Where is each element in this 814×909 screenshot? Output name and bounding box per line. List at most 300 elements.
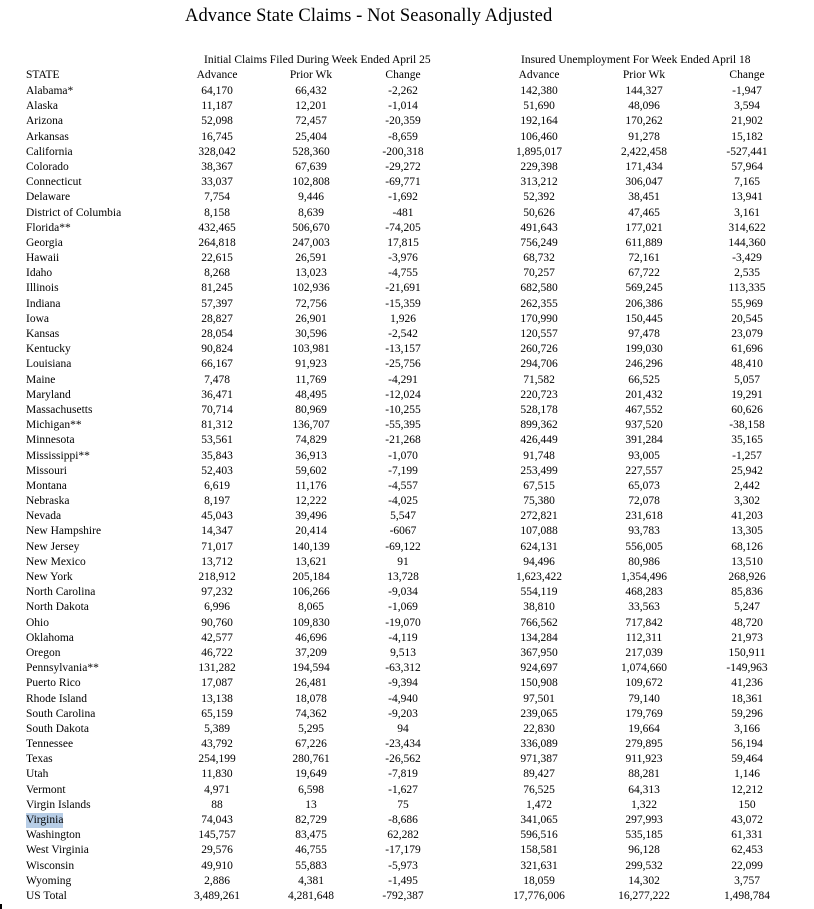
insured-advance-cell: 971,387 (520, 753, 558, 766)
table-row (0, 130, 814, 145)
header-insured-change: Change (729, 69, 765, 81)
insured-change-cell: 59,464 (731, 753, 763, 766)
initial-prior-wk-cell: 5,295 (298, 722, 324, 735)
header-initial-prior-wk: Prior Wk (289, 69, 333, 81)
initial-advance-cell: 432,465 (198, 221, 236, 234)
initial-prior-wk-cell: 26,901 (295, 312, 327, 325)
table-row (0, 692, 814, 707)
insured-change-cell: 2,535 (734, 267, 760, 280)
insured-change-cell: -1,947 (732, 85, 762, 97)
insured-prior-wk-cell: 88,281 (628, 768, 660, 781)
insured-change-cell: 61,696 (731, 343, 763, 356)
initial-advance-cell: 74,043 (201, 814, 233, 826)
initial-prior-wk-cell: 67,226 (295, 738, 327, 751)
insured-advance-cell: 89,427 (523, 768, 555, 781)
insured-change-cell: 5,247 (734, 601, 760, 614)
initial-change-cell: -3,976 (388, 252, 418, 265)
initial-prior-wk-cell: 25,404 (295, 130, 327, 143)
initial-prior-wk-cell: 74,362 (295, 707, 327, 720)
initial-advance-cell: 38,367 (201, 160, 233, 173)
insured-prior-wk-cell: 144,327 (625, 85, 663, 97)
insured-prior-wk-cell: 48,096 (628, 100, 660, 113)
state-cell: Arkansas (26, 130, 69, 143)
insured-advance-cell: 52,392 (523, 191, 555, 204)
initial-advance-cell: 8,197 (204, 495, 230, 508)
insured-advance-cell: 134,284 (520, 631, 558, 644)
initial-advance-cell: 16,745 (201, 130, 233, 143)
insured-advance-cell: 94,496 (523, 555, 555, 568)
insured-prior-wk-cell: 246,296 (625, 358, 663, 371)
insured-change-cell: -149,963 (726, 662, 768, 675)
initial-change-cell: -8,686 (388, 814, 418, 826)
insured-change-cell: 7,165 (734, 176, 760, 189)
insured-change-cell: 60,626 (731, 403, 763, 416)
table-row (0, 585, 814, 600)
initial-change-cell: -4,557 (388, 479, 418, 492)
header-state: STATE (26, 69, 60, 81)
initial-advance-cell: 2,886 (204, 874, 230, 887)
initial-prior-wk-cell: 72,756 (295, 297, 327, 310)
initial-advance-cell: 97,232 (201, 586, 233, 599)
insured-prior-wk-cell: 93,783 (628, 525, 660, 538)
insured-change-cell: 61,331 (731, 829, 763, 842)
state-cell: Hawaii (26, 252, 60, 265)
initial-advance-cell: 28,054 (201, 328, 233, 340)
state-cell: New York (26, 571, 73, 583)
insured-change-cell: 3,302 (734, 495, 760, 508)
insured-prior-wk-cell: 97,478 (628, 328, 660, 340)
state-cell: Montana (26, 479, 67, 492)
state-cell: Idaho (26, 267, 53, 280)
insured-advance-cell: 426,449 (520, 434, 558, 447)
table-row (0, 767, 814, 782)
insured-advance-cell: 294,706 (520, 358, 558, 371)
initial-change-cell: 75 (397, 798, 409, 811)
initial-prior-wk-cell: 82,729 (295, 814, 327, 826)
initial-change-cell: -69,122 (385, 540, 421, 553)
initial-prior-wk-cell: 20,414 (295, 525, 327, 538)
insured-advance-cell: 766,562 (520, 616, 558, 629)
state-cell: Wyoming (26, 874, 72, 887)
state-cell: Kansas (26, 328, 60, 340)
initial-advance-cell: 88 (211, 798, 223, 811)
insured-unemployment-group-header: Insured Unemployment For Week Ended April 18 (521, 54, 751, 66)
insured-change-cell: 3,594 (734, 100, 760, 113)
insured-prior-wk-cell: 14,302 (628, 874, 660, 887)
insured-prior-wk-cell: 150,445 (625, 312, 663, 325)
initial-prior-wk-cell: 26,481 (295, 677, 327, 690)
insured-prior-wk-cell: 227,557 (625, 464, 663, 477)
header-initial-change: Change (385, 69, 421, 81)
insured-prior-wk-cell: 911,923 (625, 753, 663, 766)
initial-prior-wk-cell: 11,176 (295, 479, 327, 492)
initial-advance-cell: 8,158 (204, 206, 230, 219)
initial-advance-cell: 43,792 (201, 738, 233, 751)
table-row (0, 752, 814, 767)
insured-advance-cell: 624,131 (520, 540, 558, 553)
initial-change-cell: 62,282 (387, 829, 419, 842)
table-row (0, 889, 814, 904)
initial-change-cell: -7,199 (388, 464, 418, 477)
insured-advance-cell: 158,581 (520, 844, 558, 857)
insured-prior-wk-cell: 199,030 (625, 343, 663, 356)
initial-prior-wk-cell: 109,830 (292, 616, 330, 629)
insured-advance-cell: 253,499 (520, 464, 558, 477)
initial-advance-cell: 52,098 (201, 115, 233, 128)
initial-advance-cell: 70,714 (201, 403, 233, 416)
initial-prior-wk-cell: 74,829 (295, 434, 327, 447)
insured-advance-cell: 229,398 (520, 160, 558, 173)
initial-change-cell: -2,262 (388, 85, 418, 97)
insured-change-cell: 19,291 (731, 388, 763, 401)
table-row (0, 84, 814, 99)
insured-change-cell: 13,510 (731, 555, 763, 568)
state-cell: District of Columbia (26, 206, 122, 219)
insured-change-cell: 22,099 (731, 859, 763, 872)
initial-prior-wk-cell: 506,670 (292, 221, 330, 234)
initial-change-cell: -29,272 (385, 160, 421, 173)
insured-change-cell: 56,194 (731, 738, 763, 751)
state-cell: Virgin Islands (26, 798, 91, 811)
insured-advance-cell: 596,516 (520, 829, 558, 842)
insured-advance-cell: 106,460 (520, 130, 558, 143)
initial-change-cell: 91 (397, 555, 409, 568)
initial-change-cell: -200,318 (382, 145, 424, 158)
state-cell: Delaware (26, 191, 71, 204)
initial-advance-cell: 13,138 (201, 692, 233, 705)
state-cell: Louisiana (26, 358, 72, 371)
initial-prior-wk-cell: 18,078 (295, 692, 327, 705)
initial-change-cell: -15,359 (385, 297, 421, 310)
insured-advance-cell: 76,525 (523, 783, 555, 796)
insured-change-cell: 3,166 (734, 722, 760, 735)
table-row (0, 99, 814, 114)
initial-change-cell: -17,179 (385, 844, 421, 857)
table-row (0, 540, 814, 555)
insured-advance-cell: 107,088 (520, 525, 558, 538)
initial-advance-cell: 7,754 (204, 191, 230, 204)
initial-prior-wk-cell: 46,755 (295, 844, 327, 857)
initial-prior-wk-cell: 6,598 (298, 783, 324, 796)
initial-prior-wk-cell: 102,808 (292, 176, 330, 189)
insured-advance-cell: 91,748 (523, 449, 555, 462)
state-cell: Colorado (26, 160, 69, 173)
insured-prior-wk-cell: 556,005 (625, 540, 663, 553)
insured-prior-wk-cell: 1,322 (631, 798, 657, 811)
initial-advance-cell: 71,017 (201, 540, 233, 553)
initial-advance-cell: 145,757 (198, 829, 236, 842)
initial-change-cell: -792,387 (382, 889, 424, 902)
insured-advance-cell: 321,631 (520, 859, 558, 872)
state-cell: Nevada (26, 510, 62, 523)
initial-change-cell: 94 (397, 722, 409, 735)
insured-advance-cell: 220,723 (520, 388, 558, 401)
insured-change-cell: 15,182 (731, 130, 763, 143)
insured-prior-wk-cell: 217,039 (625, 646, 663, 659)
initial-prior-wk-cell: 103,981 (292, 343, 330, 356)
insured-change-cell: 68,126 (731, 540, 763, 553)
initial-prior-wk-cell: 4,281,648 (288, 889, 334, 902)
state-cell: Florida** (26, 221, 71, 234)
initial-change-cell: -4,291 (388, 373, 418, 386)
state-cell: Arizona (26, 115, 64, 128)
initial-change-cell: -9,203 (388, 707, 418, 720)
insured-change-cell: 12,212 (731, 783, 763, 796)
edge-mark (0, 904, 2, 909)
state-cell: Alaska (26, 100, 58, 113)
table-row (0, 600, 814, 615)
initial-change-cell: 5,547 (390, 510, 416, 523)
table-row (0, 357, 814, 372)
initial-change-cell: -5,973 (388, 859, 418, 872)
initial-advance-cell: 5,389 (204, 722, 230, 735)
initial-change-cell: -12,024 (385, 388, 421, 401)
table-row (0, 570, 814, 585)
insured-advance-cell: 97,501 (523, 692, 555, 705)
insured-prior-wk-cell: 717,842 (625, 616, 663, 629)
insured-change-cell: -38,158 (729, 419, 765, 432)
insured-change-cell: 268,926 (728, 571, 766, 583)
state-cell: Oklahoma (26, 631, 74, 644)
initial-change-cell: -25,756 (385, 358, 421, 371)
initial-prior-wk-cell: 205,184 (292, 571, 330, 583)
initial-change-cell: -4,119 (388, 631, 418, 644)
insured-advance-cell: 170,990 (520, 312, 558, 325)
insured-prior-wk-cell: 2,422,458 (621, 145, 667, 158)
initial-prior-wk-cell: 26,591 (295, 252, 327, 265)
initial-change-cell: -63,312 (385, 662, 421, 675)
table-row (0, 676, 814, 691)
insured-advance-cell: 70,257 (523, 267, 555, 280)
initial-advance-cell: 22,615 (201, 252, 233, 265)
insured-change-cell: 13,305 (731, 525, 763, 538)
initial-advance-cell: 6,619 (204, 479, 230, 492)
table-row (0, 661, 814, 676)
table-row (0, 524, 814, 539)
insured-prior-wk-cell: 206,386 (625, 297, 663, 310)
initial-prior-wk-cell: 39,496 (295, 510, 327, 523)
initial-change-cell: -7,819 (388, 768, 418, 781)
insured-change-cell: 85,836 (731, 586, 763, 599)
insured-advance-cell: 142,380 (520, 85, 558, 97)
initial-advance-cell: 218,912 (198, 571, 236, 583)
insured-prior-wk-cell: 569,245 (625, 282, 663, 295)
state-cell: Missouri (26, 464, 67, 477)
table-row (0, 798, 814, 813)
initial-change-cell: 9,513 (390, 646, 416, 659)
insured-change-cell: 3,757 (734, 874, 760, 887)
state-cell: Connecticut (26, 176, 82, 189)
initial-advance-cell: 45,043 (201, 510, 233, 523)
table-row (0, 145, 814, 160)
initial-prior-wk-cell: 55,883 (295, 859, 327, 872)
initial-change-cell: -481 (392, 206, 414, 219)
initial-advance-cell: 4,971 (204, 783, 230, 796)
insured-advance-cell: 51,690 (523, 100, 555, 113)
initial-change-cell: 17,815 (387, 236, 419, 249)
insured-change-cell: 113,335 (728, 282, 766, 295)
state-cell: Alabama* (26, 85, 74, 97)
state-cell: Washington (26, 829, 81, 842)
insured-change-cell: 3,161 (734, 206, 760, 219)
insured-change-cell: 62,453 (731, 844, 763, 857)
initial-advance-cell: 3,489,261 (194, 889, 240, 902)
insured-prior-wk-cell: 1,354,496 (621, 571, 667, 583)
table-row (0, 327, 814, 342)
state-cell: New Hampshire (26, 525, 102, 538)
insured-prior-wk-cell: 109,672 (625, 677, 663, 690)
table-row (0, 874, 814, 889)
initial-prior-wk-cell: 8,065 (298, 601, 324, 614)
insured-prior-wk-cell: 33,563 (628, 601, 660, 614)
initial-prior-wk-cell: 12,222 (295, 495, 327, 508)
initial-prior-wk-cell: 46,696 (295, 631, 327, 644)
initial-change-cell: -9,394 (388, 677, 418, 690)
initial-change-cell: -1,069 (388, 601, 418, 614)
claims-table (0, 84, 814, 904)
initial-advance-cell: 28,827 (201, 312, 233, 325)
state-cell: Massachusetts (26, 403, 93, 416)
insured-change-cell: -3,429 (732, 252, 762, 265)
insured-advance-cell: 120,557 (520, 328, 558, 340)
insured-prior-wk-cell: 170,262 (625, 115, 663, 128)
insured-advance-cell: 682,580 (520, 282, 558, 295)
table-row (0, 737, 814, 752)
initial-prior-wk-cell: 12,201 (295, 100, 327, 113)
initial-change-cell: -10,255 (385, 403, 421, 416)
insured-advance-cell: 38,810 (523, 601, 555, 614)
table-row (0, 418, 814, 433)
state-cell: Puerto Rico (26, 677, 81, 690)
initial-prior-wk-cell: 48,495 (295, 388, 327, 401)
table-row (0, 388, 814, 403)
page-title: Advance State Claims - Not Seasonally Adjusted (185, 6, 553, 26)
initial-prior-wk-cell: 72,457 (295, 115, 327, 128)
insured-advance-cell: 367,950 (520, 646, 558, 659)
initial-advance-cell: 49,910 (201, 859, 233, 872)
initial-prior-wk-cell: 194,594 (292, 662, 330, 675)
initial-prior-wk-cell: 106,266 (292, 586, 330, 599)
initial-prior-wk-cell: 19,649 (295, 768, 327, 781)
initial-prior-wk-cell: 83,475 (295, 829, 327, 842)
insured-prior-wk-cell: 391,284 (625, 434, 663, 447)
insured-change-cell: 48,720 (731, 616, 763, 629)
initial-advance-cell: 57,397 (201, 297, 233, 310)
initial-advance-cell: 29,576 (201, 844, 233, 857)
table-row (0, 479, 814, 494)
insured-prior-wk-cell: 231,618 (625, 510, 663, 523)
initial-change-cell: -74,205 (385, 221, 421, 234)
table-row (0, 190, 814, 205)
initial-prior-wk-cell: 280,761 (292, 753, 330, 766)
initial-prior-wk-cell: 247,003 (292, 236, 330, 249)
initial-advance-cell: 36,471 (201, 388, 233, 401)
state-cell: New Mexico (26, 555, 86, 568)
insured-prior-wk-cell: 279,895 (625, 738, 663, 751)
insured-prior-wk-cell: 611,889 (625, 236, 663, 249)
state-cell: Wisconsin (26, 859, 75, 872)
initial-prior-wk-cell: 67,639 (295, 160, 327, 173)
state-cell: Oregon (26, 646, 61, 659)
insured-change-cell: 2,442 (734, 479, 760, 492)
initial-prior-wk-cell: 13,621 (295, 555, 327, 568)
insured-change-cell: -527,441 (726, 145, 768, 158)
insured-prior-wk-cell: 297,993 (625, 814, 663, 826)
table-row (0, 236, 814, 251)
insured-prior-wk-cell: 171,434 (625, 160, 663, 173)
insured-advance-cell: 18,059 (523, 874, 555, 887)
insured-advance-cell: 71,582 (523, 373, 555, 386)
insured-advance-cell: 68,732 (523, 252, 555, 265)
insured-advance-cell: 239,065 (520, 707, 558, 720)
insured-change-cell: 150 (738, 798, 756, 811)
table-row (0, 160, 814, 175)
insured-change-cell: 21,902 (731, 115, 763, 128)
insured-advance-cell: 17,776,006 (513, 889, 565, 902)
insured-prior-wk-cell: 80,986 (628, 555, 660, 568)
insured-advance-cell: 924,697 (520, 662, 558, 675)
insured-advance-cell: 528,178 (520, 403, 558, 416)
insured-change-cell: 25,942 (731, 464, 763, 477)
insured-prior-wk-cell: 96,128 (628, 844, 660, 857)
initial-advance-cell: 254,199 (198, 753, 236, 766)
header-insured-advance: Advance (518, 69, 560, 81)
initial-advance-cell: 14,347 (201, 525, 233, 538)
insured-prior-wk-cell: 47,465 (628, 206, 660, 219)
initial-change-cell: -8,659 (388, 130, 418, 143)
initial-change-cell: -55,395 (385, 419, 421, 432)
initial-change-cell: -21,268 (385, 434, 421, 447)
table-row (0, 783, 814, 798)
table-row (0, 206, 814, 221)
insured-change-cell: -1,257 (732, 449, 762, 462)
state-cell: Michigan** (26, 419, 82, 432)
table-row (0, 373, 814, 388)
initial-advance-cell: 42,577 (201, 631, 233, 644)
initial-advance-cell: 52,403 (201, 464, 233, 477)
state-cell: North Dakota (26, 601, 89, 614)
initial-prior-wk-cell: 9,446 (298, 191, 324, 204)
initial-change-cell: -1,070 (388, 449, 418, 462)
insured-prior-wk-cell: 64,313 (628, 783, 660, 796)
initial-prior-wk-cell: 140,139 (292, 540, 330, 553)
initial-advance-cell: 33,037 (201, 176, 233, 189)
initial-prior-wk-cell: 59,602 (295, 464, 327, 477)
initial-prior-wk-cell: 8,639 (298, 206, 324, 219)
state-cell: South Dakota (26, 722, 89, 735)
state-cell: Vermont (26, 783, 66, 796)
initial-advance-cell: 13,712 (201, 555, 233, 568)
initial-change-cell: -21,691 (385, 282, 421, 295)
insured-advance-cell: 1,472 (526, 798, 552, 811)
insured-prior-wk-cell: 72,078 (628, 495, 660, 508)
initial-advance-cell: 6,996 (204, 601, 230, 614)
initial-prior-wk-cell: 4,381 (298, 874, 324, 887)
insured-prior-wk-cell: 65,073 (628, 479, 660, 492)
insured-advance-cell: 1,895,017 (516, 145, 562, 158)
insured-advance-cell: 67,515 (523, 479, 555, 492)
insured-change-cell: 23,079 (731, 328, 763, 340)
initial-advance-cell: 90,760 (201, 616, 233, 629)
initial-advance-cell: 11,187 (201, 100, 233, 113)
initial-prior-wk-cell: 30,596 (295, 328, 327, 340)
initial-prior-wk-cell: 136,707 (292, 419, 330, 432)
initial-change-cell: -6067 (389, 525, 417, 538)
initial-prior-wk-cell: 66,432 (295, 85, 327, 97)
initial-change-cell: -1,692 (388, 191, 418, 204)
insured-change-cell: 314,622 (728, 221, 766, 234)
initial-prior-wk-cell: 91,923 (295, 358, 327, 371)
